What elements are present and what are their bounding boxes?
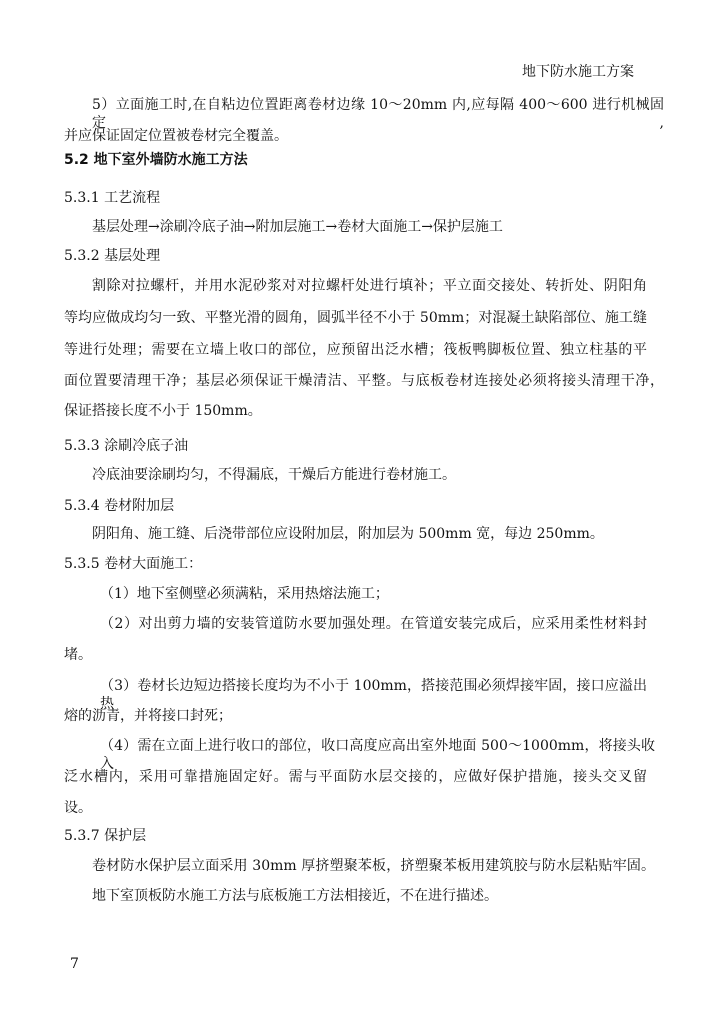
section-heading: 5.2 地下室外墙防水施工方法 — [64, 152, 248, 168]
list-item-continuation: 熔的沥青，并将接口封死； — [64, 708, 232, 724]
paragraph-line: 冷底油要涂刷均匀，不得漏底，干燥后方能进行卷材施工。 — [92, 467, 456, 483]
subsection-heading: 5.3.3 涂刷冷底子油 — [64, 438, 189, 454]
subsection-heading: 5.3.7 保护层 — [64, 828, 147, 844]
paragraph-line: 并应保证固定位置被卷材完全覆盖。 — [64, 128, 288, 144]
paragraph-line: 地下室顶板防水施工方法与底板施工方法相接近，不在进行描述。 — [92, 888, 498, 904]
page-number: 7 — [70, 956, 79, 972]
subsection-heading: 5.3.4 卷材附加层 — [64, 498, 175, 514]
paragraph-line: 等均应做成均匀一致、平整光滑的圆角，圆弧半径不小于 50mm；对混凝土缺陷部位、施工缝 — [64, 310, 647, 326]
list-item: （2）对出剪力墙的安装管道防水要加强处理。在管道安装完成后，应采用柔性材料封 — [100, 616, 647, 632]
running-header: 地下防水施工方案 — [522, 64, 634, 80]
paragraph-line: 等进行处理；需要在立墙上收口的部位，应预留出泛水槽；筏板鸭脚板位置、独立柱基的平 — [64, 342, 647, 358]
list-item-continuation: 堵。 — [64, 647, 92, 663]
paragraph-line: 基层处理→涂刷冷底子油→附加层施工→卷材大面施工→保护层施工 — [92, 219, 503, 235]
paragraph-line: 面位置要清理干净；基层必须保证干燥清洁、平整。与底板卷材连接处必须将接头清理干净， — [64, 373, 664, 389]
list-item: （1）地下室侧壁必须满粘，采用热熔法施工； — [100, 586, 389, 602]
paragraph-line: 阴阳角、施工缝、后浇带部位应设附加层，附加层为 500mm 宽，每边 250mm。 — [92, 526, 604, 542]
subsection-heading: 5.3.1 工艺流程 — [64, 190, 161, 206]
list-item: （4）需在立面上进行收口的部位，收口高度应高出室外地面 500～1000mm，将接头收入 — [100, 738, 655, 772]
list-item: （3）卷材长边短边搭接长度均为不小于 100mm，搭接范围必须焊接牢固，接口应溢出热 — [100, 678, 647, 712]
paragraph-line: 割除对拉螺杆，并用水泥砂浆对对拉螺杆处进行填补；平立面交接处、转折处、阴阳角 — [92, 278, 647, 294]
paragraph-line: 卷材防水保护层立面采用 30mm 厚挤塑聚苯板，挤塑聚苯板用建筑胶与防水层粘贴牢固。 — [92, 858, 655, 874]
list-item-continuation: 泛水槽内，采用可靠措施固定好。需与平面防水层交接的，应做好保护措施，接头交叉留 — [64, 769, 647, 785]
paragraph-line: 保证搭接长度不小于 150mm。 — [64, 403, 262, 419]
subsection-heading: 5.3.5 卷材大面施工： — [64, 556, 203, 572]
subsection-heading: 5.3.2 基层处理 — [64, 248, 161, 264]
paragraph-line: 5）立面施工时,在自粘边位置距离卷材边缘 10～20mm 内,应每隔 400～600 进行机械固定, — [92, 97, 664, 131]
list-item-continuation: 设。 — [64, 800, 92, 816]
